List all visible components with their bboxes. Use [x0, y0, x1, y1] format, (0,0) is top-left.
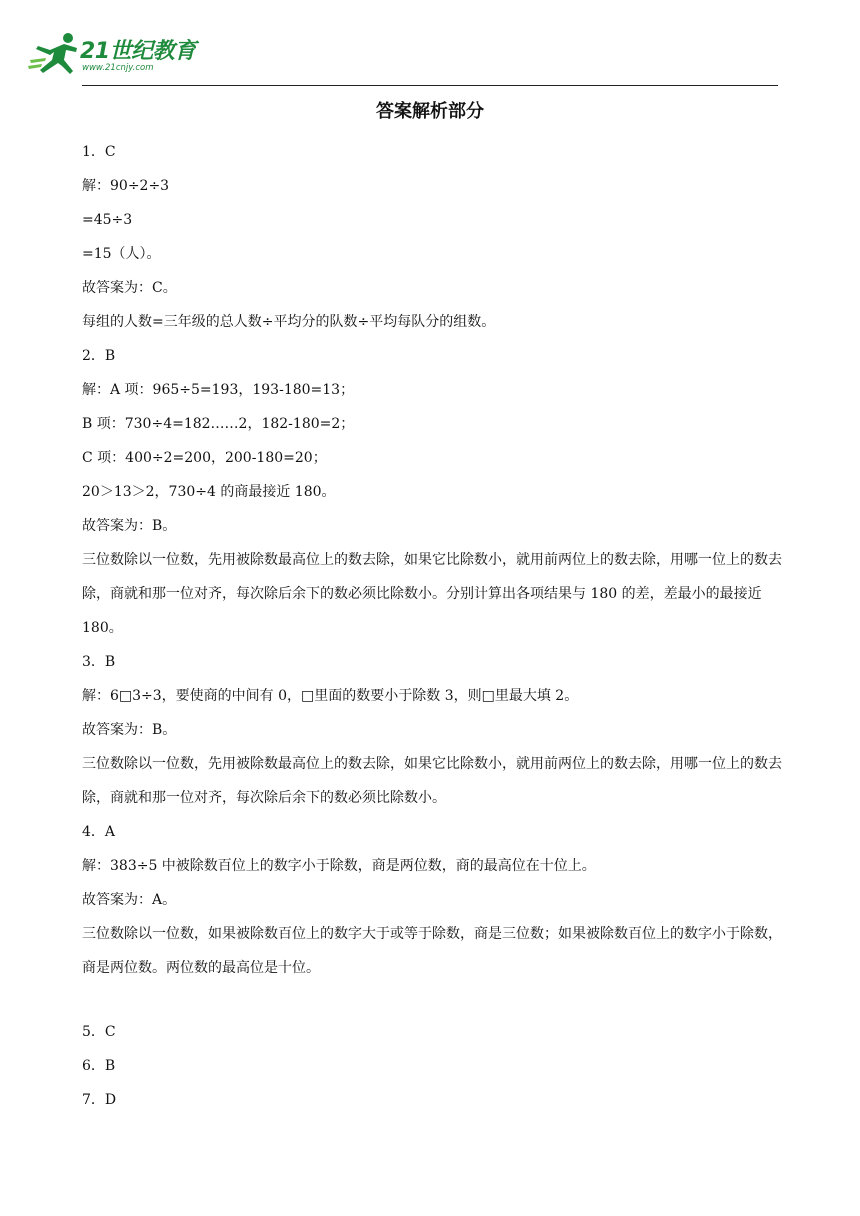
answer-line: 故答案为：C。 — [82, 280, 177, 296]
solution-line: 20＞13＞2，730÷4 的商最接近 180。 — [82, 484, 336, 500]
answer-line: 故答案为：B。 — [82, 518, 177, 534]
spacer — [82, 985, 782, 1015]
question-2 — [82, 339, 782, 645]
logo — [28, 30, 198, 78]
question-heading: 3．B — [82, 654, 116, 670]
solution-line: 解：A 项：965÷5=193，193-180=13； — [82, 382, 355, 398]
header-divider — [82, 85, 778, 86]
answer-only-item: 5．C — [82, 1024, 116, 1040]
answer-only-item: 7．D — [82, 1092, 117, 1108]
solution-line: =15（人）。 — [82, 246, 161, 262]
solution-line: 解：6□3÷3，要使商的中间有 0，□里面的数要小于除数 3，则□里最大填 2。 — [82, 688, 579, 704]
question-4 — [82, 815, 782, 985]
analysis-text: 三位数除以一位数，先用被除数最高位上的数去除，如果它比除数小，就用前两位上的数去除，用哪一位上的数去除，商就和那一位对齐，每次除后余下的数必须比除数小。分别计算出各项结果与 180 的差，差最小的最接近 180。 — [82, 552, 782, 636]
runner-logo-icon — [28, 30, 84, 76]
solution-line: 解：90÷2÷3 — [82, 178, 170, 194]
solution-line: B 项：730÷4=182……2，182-180=2； — [82, 416, 355, 432]
question-1 — [82, 135, 782, 339]
page-title: 答案解析部分 — [376, 101, 484, 122]
question-heading: 4．A — [82, 824, 116, 840]
logo-text: 21世纪教育 — [80, 39, 196, 64]
page-header — [0, 0, 860, 90]
question-3 — [82, 645, 782, 815]
answer-line: 故答案为：A。 — [82, 892, 177, 908]
solution-line: =45÷3 — [82, 212, 133, 228]
solution-line: C 项：400÷2=200，200-180=20； — [82, 450, 327, 466]
answer-line: 故答案为：B。 — [82, 722, 177, 738]
answer-content — [82, 135, 782, 1117]
analysis-text: 三位数除以一位数，如果被除数百位上的数字大于或等于除数，商是三位数；如果被除数百位上的数字小于除数，商是两位数。两位数的最高位是十位。 — [82, 926, 782, 976]
analysis-text: 三位数除以一位数，先用被除数最高位上的数去除，如果它比除数小，就用前两位上的数去除，用哪一位上的数去除，商就和那一位对齐，每次除后余下的数必须比除数小。 — [82, 756, 782, 806]
question-heading: 1．C — [82, 144, 116, 160]
logo-url: www.21cnjy.com — [82, 63, 154, 73]
analysis-text: 每组的人数=三年级的总人数÷平均分的队数÷平均每队分的组数。 — [82, 314, 496, 330]
question-heading: 2．B — [82, 348, 116, 364]
answer-only-item: 6．B — [82, 1058, 116, 1074]
solution-line: 解：383÷5 中被除数百位上的数字小于除数，商是两位数，商的最高位在十位上。 — [82, 858, 596, 874]
